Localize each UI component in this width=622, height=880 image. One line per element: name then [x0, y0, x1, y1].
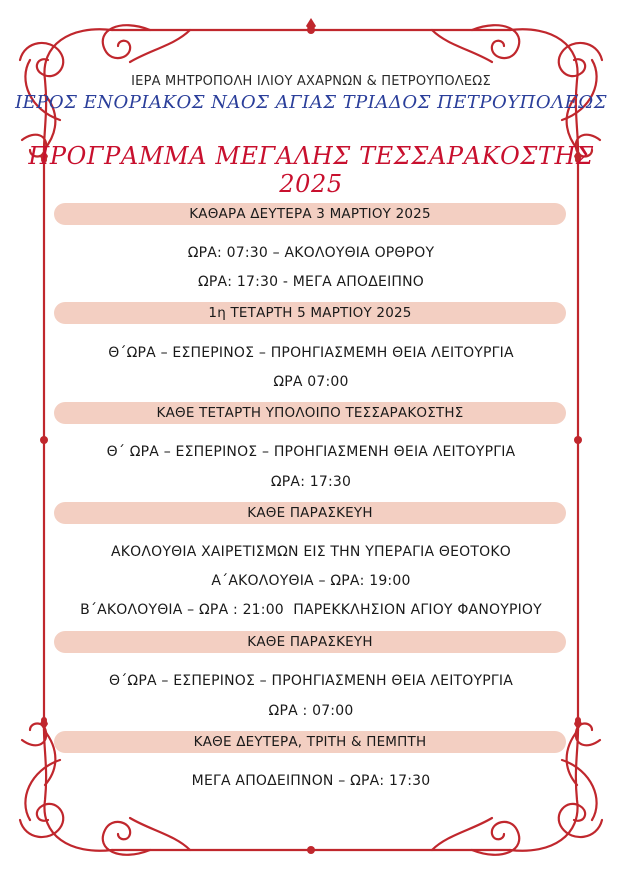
program-title: ΠΡΟΓΡΑΜΜΑ ΜΕΓΑΛΗΣ ΤΕΣΣΑΡΑΚΟΣΤΗΣ 2025: [28, 142, 594, 198]
section-heading-first-wednesday: 1η ΤΕΤΑΡΤΗ 5 ΜΑΡΤΙΟΥ 2025: [54, 302, 566, 324]
schedule-line: ΩΡΑ: 07:30 – ΑΚΟΛΟΥΘΙΑ ΟΡΘΡΟΥ: [187, 245, 435, 261]
section-heading-every-friday-2: ΚΑΘΕ ΠΑΡΑΣΚΕΥΗ: [54, 631, 566, 653]
corner-ornament-top-left: [20, 25, 190, 156]
schedule-line: ΩΡΑ: 17:30 - ΜΕΓΑ ΑΠΟΔΕΙΠΝΟ: [197, 274, 425, 290]
section-heading-every-wednesday: ΚΑΘΕ ΤΕΤΑΡΤΗ ΥΠΟΛΟΙΠΟ ΤΕΣΣΑΡΑΚΟΣΤΗΣ: [54, 402, 566, 424]
section-heading-mon-tue-thu: ΚΑΘΕ ΔΕΥΤΕΡΑ, ΤΡΙΤΗ & ΠΕΜΠΤΗ: [54, 731, 566, 753]
schedule-line: Θ΄ΩΡΑ – ΕΣΠΕΡΙΝΟΣ – ΠΡΟΗΓΙΑΣΜΕΜΗ ΘΕΙΑ ΛΕΙΤΟΥΡΓΙΑ: [108, 345, 514, 361]
schedule-line: ΑΚΟΛΟΥΘΙΑ ΧΑΙΡΕΤΙΣΜΩΝ ΕΙΣ ΤΗΝ ΥΠΕΡΑΓΙΑ ΘΕΟΤΟΚΟ: [111, 544, 511, 560]
schedule-line: ΩΡΑ: 17:30: [270, 474, 352, 490]
corner-ornament-top-right: [432, 25, 602, 156]
bottom-center-dot: [307, 846, 315, 854]
schedule-line: Θ΄ΩΡΑ – ΕΣΠΕΡΙΝΟΣ – ΠΡΟΗΓΙΑΣΜΕΝΗ ΘΕΙΑ ΛΕΙΤΟΥΡΓΙΑ: [109, 673, 513, 689]
right-center-dot: [574, 436, 582, 444]
section-heading-every-friday: ΚΑΘΕ ΠΑΡΑΣΚΕΥΗ: [54, 502, 566, 524]
schedule-line: Θ΄ ΩΡΑ – ΕΣΠΕΡΙΝΟΣ – ΠΡΟΗΓΙΑΣΜΕΝΗ ΘΕΙΑ ΛΕΙΤΟΥΡΓΙΑ: [106, 444, 516, 460]
left-center-dot: [40, 436, 48, 444]
schedule-line: ΩΡΑ : 07:00: [268, 703, 354, 719]
schedule-line: Α΄ΑΚΟΛΟΥΘΙΑ – ΩΡΑ: 19:00: [211, 573, 411, 589]
metropolis-name: ΙΕΡΑ ΜΗΤΡΟΠΟΛΗ ΙΛΙΟΥ ΑΧΑΡΝΩΝ & ΠΕΤΡΟΥΠΟΛΕΩΣ: [131, 74, 491, 89]
church-name: ΙΕΡΟΣ ΕΝΟΡΙΑΚΟΣ ΝΑΟΣ ΑΓΙΑΣ ΤΡΙΑΔΟΣ ΠΕΤΡΟΥΠΟΛΕΩΣ: [15, 92, 607, 113]
schedule-line: Β΄ΑΚΟΛΟΥΘΙΑ – ΩΡΑ : 21:00 ΠΑΡΕΚΚΛΗΣΙΟΝ ΑΓΙΟΥ ΦΑΝΟΥΡΙΟΥ: [80, 602, 542, 618]
schedule-line: ΩΡΑ 07:00: [273, 374, 349, 390]
schedule-line: ΜΕΓΑ ΑΠΟΔΕΙΠΝΟΝ – ΩΡΑ: 17:30: [191, 773, 431, 789]
section-heading-clean-monday: ΚΑΘΑΡΑ ΔΕΥΤΕΡΑ 3 ΜΑΡΤΙΟΥ 2025: [54, 203, 566, 225]
